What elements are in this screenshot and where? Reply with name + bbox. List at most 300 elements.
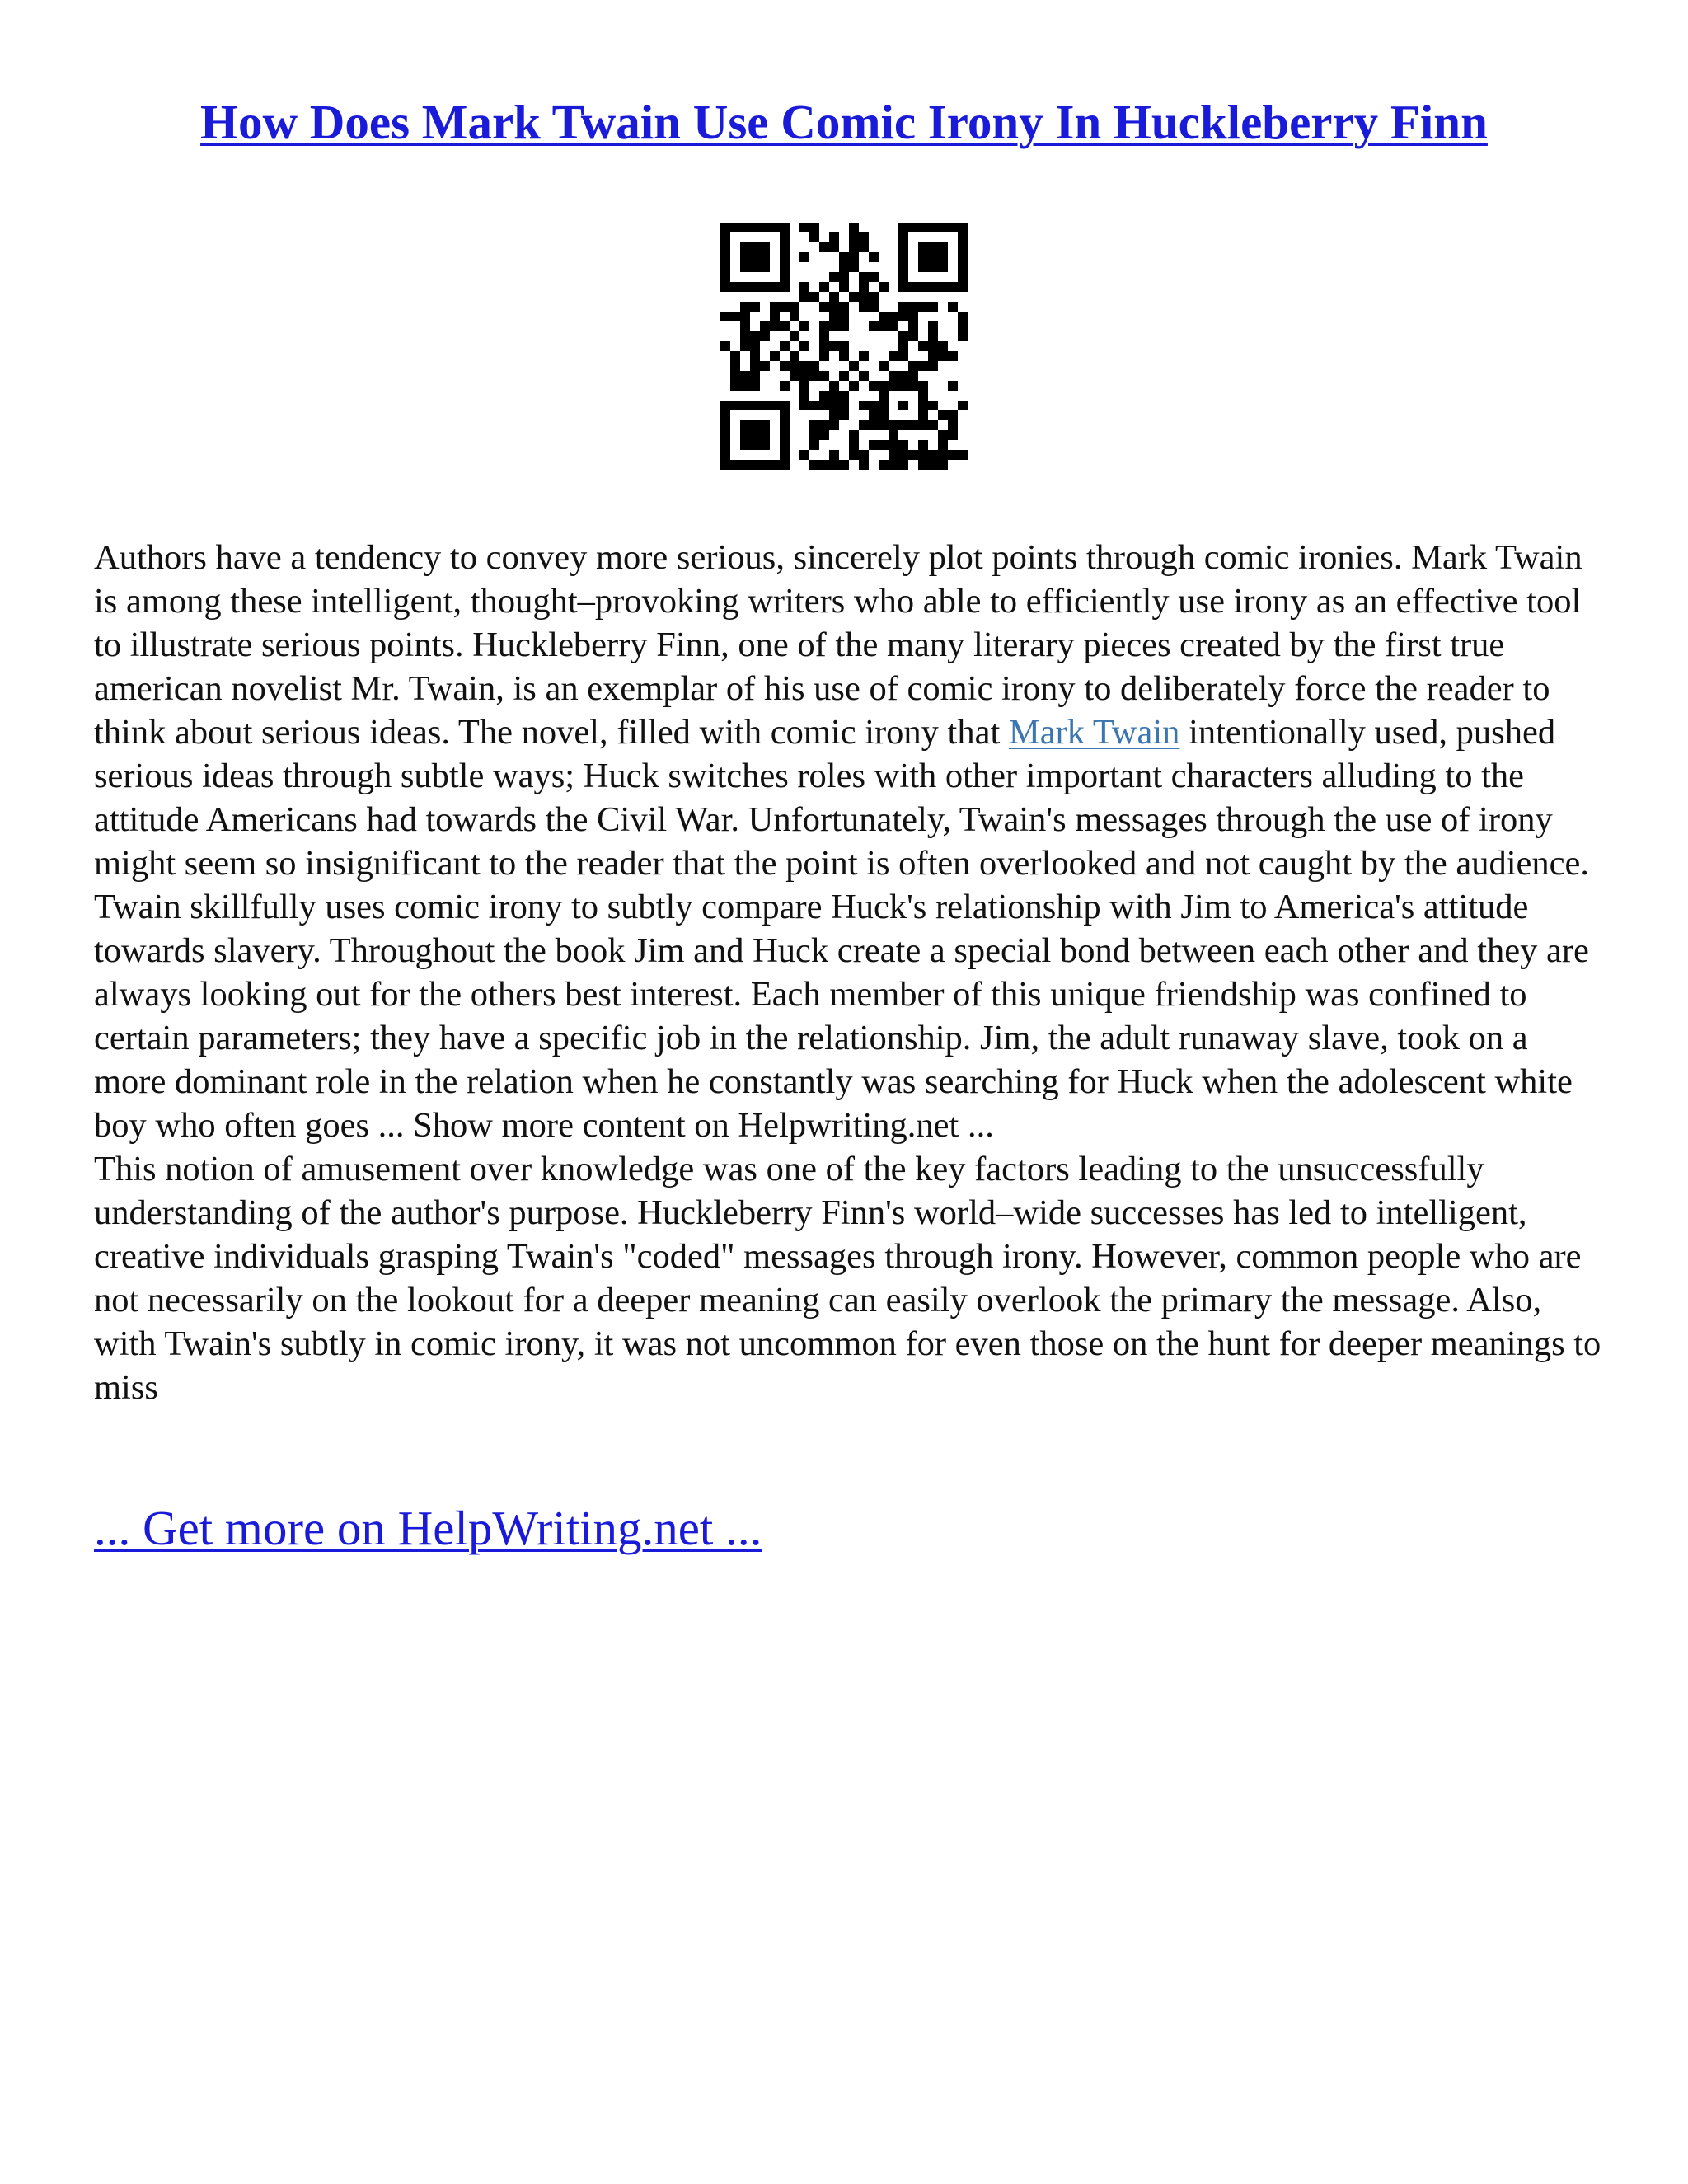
qr-module (750, 430, 760, 440)
qr-module (720, 410, 730, 420)
qr-module (750, 381, 760, 391)
qr-module (898, 351, 908, 361)
qr-module (809, 460, 819, 470)
qr-module (839, 460, 849, 470)
qr-module (770, 401, 780, 410)
qr-module (839, 282, 849, 292)
qr-module (908, 381, 918, 391)
qr-module (849, 450, 859, 460)
qr-module (898, 223, 908, 232)
qr-module (760, 430, 770, 440)
qr-module (720, 430, 730, 440)
qr-module (928, 341, 938, 351)
qr-module (790, 302, 799, 312)
qr-module (958, 331, 968, 341)
qr-module (809, 430, 819, 440)
qr-module (928, 252, 938, 262)
qr-module (928, 361, 938, 371)
qr-module (750, 252, 760, 262)
qr-module (879, 420, 889, 430)
qr-module (809, 440, 819, 450)
qr-module (780, 232, 790, 242)
get-more-link[interactable]: ... Get more on HelpWriting.net ... (94, 1501, 762, 1555)
qr-module (750, 282, 760, 292)
qr-module (958, 223, 968, 232)
qr-module (879, 401, 889, 410)
qr-module (928, 351, 938, 361)
qr-module (948, 223, 958, 232)
qr-module (948, 450, 958, 460)
qr-module (750, 223, 760, 232)
qr-module (770, 223, 780, 232)
qr-module (829, 312, 839, 321)
qr-module (849, 252, 859, 262)
qr-module (799, 282, 809, 292)
qr-module (799, 381, 809, 391)
qr-module (720, 312, 730, 321)
qr-module (839, 401, 849, 410)
qr-module (760, 331, 770, 341)
qr-module (938, 460, 948, 470)
qr-module (849, 440, 859, 450)
qr-module (720, 450, 730, 460)
qr-module (720, 223, 730, 232)
qr-module (938, 450, 948, 460)
qr-module (780, 401, 790, 410)
qr-module (958, 242, 968, 252)
qr-module (869, 420, 879, 430)
qr-module (770, 351, 780, 361)
qr-module (889, 351, 898, 361)
qr-module (730, 282, 740, 292)
qr-module (770, 321, 780, 331)
qr-module (730, 223, 740, 232)
qr-module (829, 381, 839, 391)
qr-module (750, 341, 760, 351)
qr-module (958, 252, 968, 262)
qr-module (819, 282, 829, 292)
qr-module (819, 420, 829, 430)
qr-module (928, 282, 938, 292)
qr-module (760, 252, 770, 262)
qr-module (859, 302, 869, 312)
qr-module (780, 252, 790, 262)
qr-module (799, 292, 809, 302)
qr-module (898, 440, 908, 450)
qr-module (750, 351, 760, 361)
qr-module (898, 282, 908, 292)
qr-module (720, 232, 730, 242)
qr-module (750, 440, 760, 450)
qr-module (819, 430, 829, 440)
qr-module (948, 351, 958, 361)
qr-module (780, 430, 790, 440)
qr-module (869, 321, 879, 331)
qr-module (938, 252, 948, 262)
qr-module (829, 232, 839, 242)
qr-module (908, 302, 918, 312)
qr-module (720, 460, 730, 470)
qr-module (780, 242, 790, 252)
qr-module (829, 391, 839, 401)
qr-module (869, 272, 879, 282)
qr-module (938, 351, 948, 361)
qr-module (938, 262, 948, 272)
qr-module (780, 302, 790, 312)
qr-module (948, 381, 958, 391)
qr-module (898, 272, 908, 282)
qr-module (879, 321, 889, 331)
qr-module (819, 302, 829, 312)
qr-module (898, 401, 908, 410)
qr-module (958, 232, 968, 242)
qr-module (849, 381, 859, 391)
qr-module (750, 460, 760, 470)
qr-module (889, 420, 898, 430)
qr-module (839, 410, 849, 420)
qr-module (898, 381, 908, 391)
qr-module (780, 321, 790, 331)
qr-module (889, 450, 898, 460)
qr-module (958, 401, 968, 410)
qr-module (809, 361, 819, 371)
qr-module (879, 410, 889, 420)
qr-module (869, 401, 879, 410)
qr-module (879, 282, 889, 292)
qr-module (938, 223, 948, 232)
qr-module (908, 420, 918, 430)
qr-module (740, 381, 750, 391)
qr-module (740, 302, 750, 312)
qr-module (948, 420, 958, 430)
qr-module (938, 410, 948, 420)
qr-module (839, 312, 849, 321)
qr-module (760, 282, 770, 292)
qr-module (829, 321, 839, 331)
qr-module (819, 460, 829, 470)
qr-module (770, 460, 780, 470)
qr-module (750, 361, 760, 371)
qr-module (898, 420, 908, 430)
qr-module (859, 232, 869, 242)
qr-module (740, 331, 750, 341)
qr-module (918, 450, 928, 460)
qr-module (928, 460, 938, 470)
qr-module (799, 252, 809, 262)
qr-module (928, 242, 938, 252)
qr-module (799, 223, 809, 232)
qr-module (809, 232, 819, 242)
qr-module (780, 262, 790, 272)
qr-module (780, 223, 790, 232)
qr-module (849, 292, 859, 302)
qr-module (780, 410, 790, 420)
qr-module (819, 242, 829, 252)
qr-module (958, 312, 968, 321)
qr-module (740, 440, 750, 450)
qr-module (790, 351, 799, 361)
qr-module (958, 272, 968, 282)
qr-module (720, 272, 730, 282)
qr-module (829, 302, 839, 312)
qr-module (879, 460, 889, 470)
qr-module (898, 460, 908, 470)
qr-module (859, 460, 869, 470)
qr-module (839, 262, 849, 272)
qr-module (879, 440, 889, 450)
qr-module (760, 242, 770, 252)
qr-module (829, 420, 839, 430)
qr-module (958, 262, 968, 272)
qr-module (819, 391, 829, 401)
qr-module (819, 341, 829, 351)
qr-module (720, 282, 730, 292)
qr-module (898, 371, 908, 381)
qr-module (750, 302, 760, 312)
qr-module (730, 401, 740, 410)
qr-module (898, 242, 908, 252)
qr-module (859, 420, 869, 430)
qr-module (760, 460, 770, 470)
qr-module (780, 440, 790, 450)
qr-module (879, 361, 889, 371)
title-link[interactable]: How Does Mark Twain Use Comic Irony In Huckleberry Finn (200, 95, 1488, 149)
qr-module (819, 401, 829, 410)
qr-module (819, 371, 829, 381)
qr-module (879, 381, 889, 391)
qr-module (918, 361, 928, 371)
qr-module (898, 341, 908, 351)
qr-module (938, 282, 948, 292)
qr-module (720, 440, 730, 450)
paragraph-1-text-end: intentionally used, pushed serious ideas through subtle ways; Huck switches roles with other important characters alluding to the attitude Americans had towards the Civil War. Unfortunately, Twain's messages through the use of irony might seem so insignificant to the reader that the point is often overlooked and not caught by the audience. Twain skillfully uses comic irony to subtly compare Huck's relationship with Jim to America's attitude towards slavery. Throughout the book Jim and Huck create a special bond between each other and they are always looking out for the others best interest. Each member of this unique friendship was confined to certain parameters; they have a specific job in the relationship. Jim, the adult runaway slave, took on a more dominant role in the relation when he constantly was searching for Huck when the adolescent white boy who often goes ... Show more content on Helpwriting.net ... (94, 713, 1590, 1145)
qr-module (829, 450, 839, 460)
qr-module (889, 371, 898, 381)
qr-module (790, 331, 799, 341)
qr-module (889, 321, 898, 331)
qr-module (859, 371, 869, 381)
qr-module (819, 331, 829, 341)
qr-module (799, 401, 809, 410)
qr-module (948, 302, 958, 312)
qr-module (898, 252, 908, 262)
qr-module (918, 381, 928, 391)
qr-module (958, 321, 968, 331)
qr-module (898, 302, 908, 312)
qr-module (918, 440, 928, 450)
qr-module (849, 361, 859, 371)
qr-module (898, 331, 908, 341)
qr-module (740, 262, 750, 272)
qr-module (799, 391, 809, 401)
qr-module (740, 401, 750, 410)
qr-module (829, 242, 839, 252)
qr-module (898, 312, 908, 321)
qr-module (760, 420, 770, 430)
qr-module (760, 401, 770, 410)
qr-module (839, 371, 849, 381)
qr-module (770, 282, 780, 292)
qr-module (730, 460, 740, 470)
qr-module (928, 321, 938, 331)
qr-module (898, 450, 908, 460)
qr-module (730, 371, 740, 381)
qr-module (879, 391, 889, 401)
page-title (0, 89, 1688, 155)
qr-module (849, 262, 859, 272)
qr-module (859, 242, 869, 252)
qr-module (770, 302, 780, 312)
qr-module (790, 361, 799, 371)
qr-module (928, 262, 938, 272)
qr-module (750, 242, 760, 252)
qr-module (918, 262, 928, 272)
qr-module (918, 401, 928, 410)
qr-module (928, 223, 938, 232)
qr-module (889, 430, 898, 440)
qr-module (908, 321, 918, 331)
qr-module (809, 401, 819, 410)
qr-module (918, 302, 928, 312)
qr-module (720, 252, 730, 262)
qr-module (879, 312, 889, 321)
qr-module (839, 252, 849, 262)
qr-module (918, 223, 928, 232)
paragraph-1 (94, 536, 1602, 1147)
qr-module (958, 282, 968, 292)
qr-module (869, 292, 879, 302)
qr-module (869, 302, 879, 312)
qr-module (918, 252, 928, 262)
qr-module (799, 371, 809, 381)
qr-module (839, 351, 849, 361)
qr-module (760, 262, 770, 272)
qr-module (829, 460, 839, 470)
qr-module (740, 312, 750, 321)
qr-module (908, 371, 918, 381)
qr-module (928, 331, 938, 341)
qr-module (938, 430, 948, 440)
qr-code-icon (720, 223, 968, 470)
qr-module (760, 440, 770, 450)
qr-module (918, 391, 928, 401)
qr-module (908, 450, 918, 460)
mark-twain-link[interactable]: Mark Twain (1008, 713, 1180, 752)
qr-module (780, 381, 790, 391)
qr-module (730, 351, 740, 361)
qr-module (918, 460, 928, 470)
qr-module (750, 401, 760, 410)
qr-module (809, 292, 819, 302)
qr-module (869, 252, 879, 262)
qr-module (928, 401, 938, 410)
qr-module (829, 410, 839, 420)
qr-module (760, 223, 770, 232)
qr-module (859, 292, 869, 302)
qr-module (918, 410, 928, 420)
qr-module (938, 341, 948, 351)
qr-module (740, 223, 750, 232)
qr-module (750, 331, 760, 341)
qr-module (780, 361, 790, 371)
qr-module (740, 282, 750, 292)
qr-module (859, 282, 869, 292)
qr-module (908, 223, 918, 232)
qr-module (829, 292, 839, 302)
qr-module (869, 410, 879, 420)
qr-module (819, 351, 829, 361)
qr-module (948, 430, 958, 440)
qr-module (730, 312, 740, 321)
qr-module (720, 262, 730, 272)
qr-module (819, 321, 829, 331)
qr-module (839, 321, 849, 331)
qr-module (918, 282, 928, 292)
qr-module (740, 252, 750, 262)
qr-module (928, 302, 938, 312)
qr-module (730, 361, 740, 371)
qr-module (790, 312, 799, 321)
qr-module (938, 440, 948, 450)
qr-module (889, 312, 898, 321)
qr-module (740, 341, 750, 351)
qr-module (928, 420, 938, 430)
qr-module (898, 232, 908, 242)
paragraph-2: This notion of amusement over knowledge was one of the key factors leading to the unsuccessfully understanding of the author's purpose. Huckleberry Finn's world–wide successes has led to intelligent, creative individuals grasping Twain's "coded" messages through irony. However, common people who are not necessarily on the lookout for a deeper meaning can easily overlook the primary the message. Also, with Twain's subtly in comic irony, it was not uncommon for even those on the hunt for deeper meanings to miss (94, 1150, 1601, 1407)
qr-module (859, 450, 869, 460)
qr-module (720, 420, 730, 430)
qr-module (740, 420, 750, 430)
qr-module (790, 371, 799, 381)
qr-module (849, 242, 859, 252)
qr-module (740, 460, 750, 470)
qr-module (958, 450, 968, 460)
qr-module (918, 420, 928, 430)
qr-module (859, 272, 869, 282)
qr-module (829, 272, 839, 282)
paragraph-1-text-start: Authors have a tendency to convey more serious, sincerely plot points through comic ironies. Mark Twain is among these intelligent, thought–provoking writers who able to efficiently use irony as an effective tool to illustrate serious points. Huckleberry Finn, one of the many literary pieces created by the first true american novelist Mr. Twain, is an exemplar of his use of comic irony to deliberately force the reader to think about serious ideas. The novel, filled with comic irony that (94, 538, 1582, 752)
qr-module (799, 361, 809, 371)
qr-module (740, 242, 750, 252)
qr-module (908, 312, 918, 321)
qr-module (918, 341, 928, 351)
qr-module (720, 401, 730, 410)
qr-module (740, 371, 750, 381)
qr-module (869, 381, 879, 391)
qr-module (780, 272, 790, 282)
qr-module (809, 223, 819, 232)
qr-module (839, 391, 849, 401)
qr-module (740, 321, 750, 331)
article-body (94, 536, 1602, 1409)
qr-module (918, 242, 928, 252)
qr-module (720, 242, 730, 252)
qr-module (948, 410, 958, 420)
qr-module (780, 420, 790, 430)
qr-module (780, 282, 790, 292)
qr-module (908, 282, 918, 292)
qr-module (849, 223, 859, 232)
qr-module (839, 302, 849, 312)
qr-module (760, 321, 770, 331)
qr-module (898, 262, 908, 272)
qr-module (740, 430, 750, 440)
qr-module (809, 420, 819, 430)
qr-module (829, 401, 839, 410)
qr-module (750, 371, 760, 381)
qr-module (839, 341, 849, 351)
qr-module (859, 351, 869, 361)
